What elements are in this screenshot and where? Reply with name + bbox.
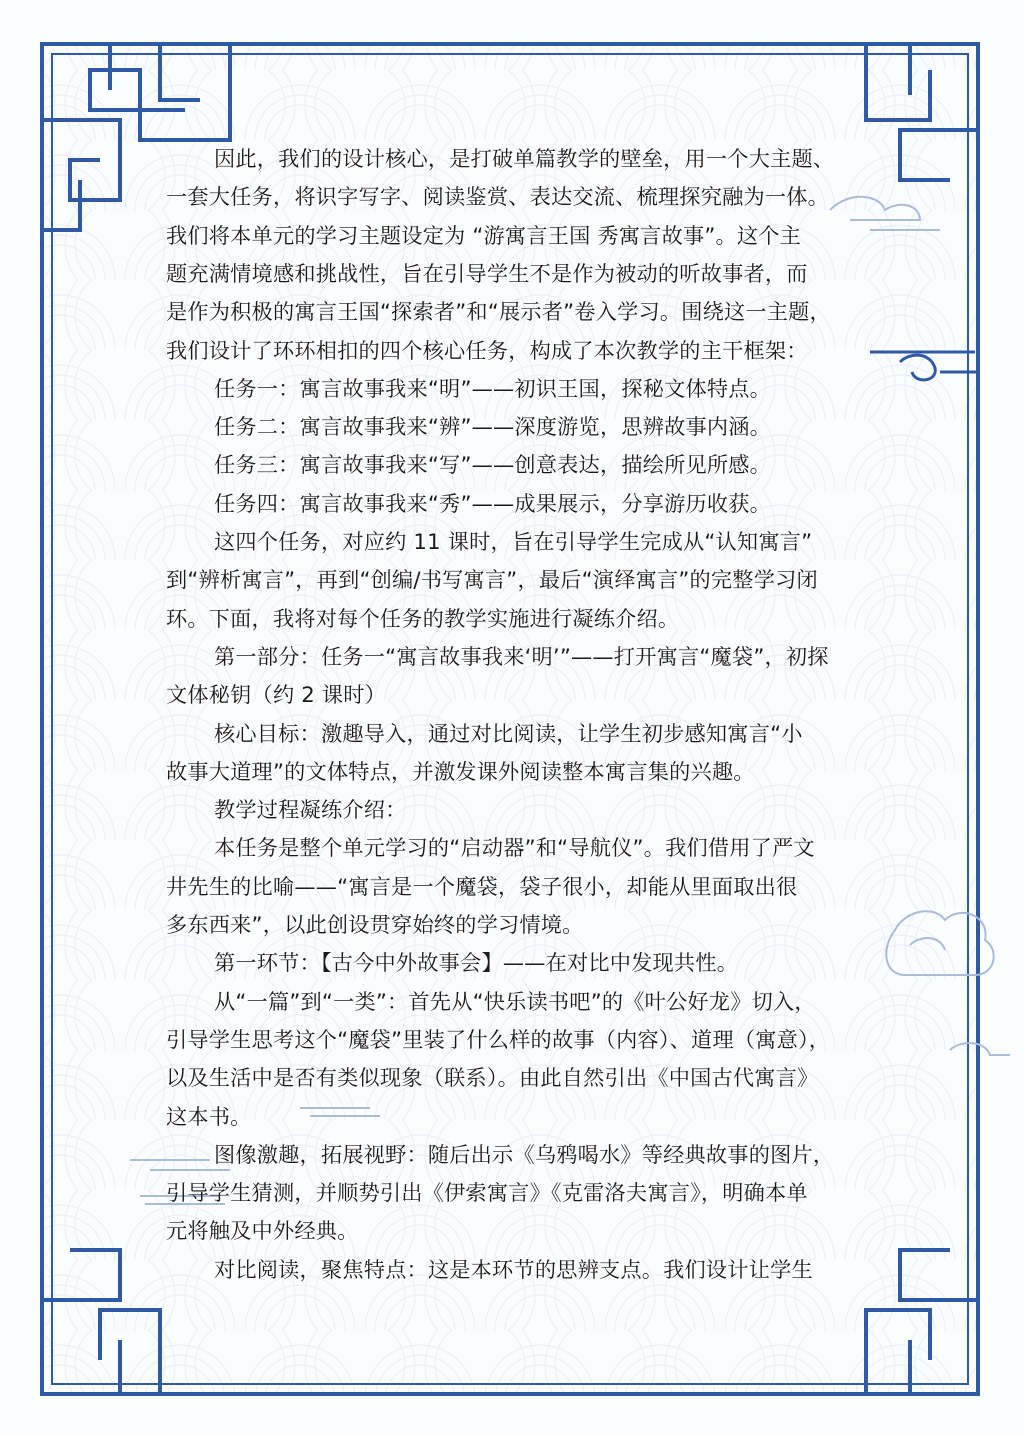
text-line: 故事大道理”的文体特点，并激发课外阅读整本寓言集的兴趣。 <box>166 758 755 784</box>
text-line: 这本书。 <box>166 1103 252 1129</box>
text-line: 井先生的比喻——“寓言是一个魔袋，袋子很小，却能从里面取出很 <box>166 873 798 899</box>
text-line: 本任务是整个单元学习的“启动器”和“导航仪”。我们借用了严文 <box>214 835 815 861</box>
text-line: 第一环节：【古今中外故事会】——在对比中发现共性。 <box>214 950 739 976</box>
text-line: 引导学生思考这个“魔袋”里装了什么样的故事（内容）、道理（寓意）， <box>166 1026 831 1052</box>
text-line: 以及生活中是否有类似现象（联系）。由此自然引出《中国古代寓言》 <box>166 1065 819 1091</box>
text-line: 任务四：寓言故事我来“秀”——成果展示，分享游历收获。 <box>214 490 772 516</box>
text-line: 环。下面，我将对每个任务的教学实施进行凝练介绍。 <box>166 605 680 631</box>
text-line: 一套大任务，将识字写字、阅读鉴赏、表达交流、梳理探究融为一体。 <box>166 184 830 210</box>
text-line: 任务三：寓言故事我来“写”——创意表达，描绘所见所感。 <box>214 452 772 478</box>
text-line: 我们设计了环环相扣的四个核心任务，构成了本次教学的主干框架： <box>166 337 808 363</box>
text-line: 多东西来”，以此创设贯穿始终的学习情境。 <box>166 912 584 937</box>
text-line: 是作为积极的寓言王国“探索者”和“展示者”卷入学习。围绕这一主题， <box>166 299 831 325</box>
text-line: 从“一篇”到“一类”：首先从“快乐读书吧”的《叶公好龙》切入， <box>214 988 816 1014</box>
text-line: 到“辨析寓言”，再到“创编/书写寓言”，最后“演绎寓言”的完整学习闭 <box>166 567 818 593</box>
text-line: 任务一：寓言故事我来“明”——初识王国，探秘文体特点。 <box>214 375 772 401</box>
text-line: 题充满情境感和挑战性，旨在引导学生不是作为被动的听故事者，而 <box>166 260 808 286</box>
text-line: 教学过程凝练介绍： <box>214 797 407 823</box>
text-line: 任务二：寓言故事我来“辨”——深度游览，思辨故事内涵。 <box>214 414 772 440</box>
text-line: 文体秘钥（约 2 课时） <box>166 682 387 708</box>
text-line: 核心目标：激趣导入，通过对比阅读，让学生初步感知寓言“小 <box>214 720 803 746</box>
text-line: 引导学生猜测，并顺势引出《伊索寓言》《克雷洛夫寓言》，明确本单 <box>166 1180 808 1206</box>
text-line: 第一部分：任务一“寓言故事我来‘明’”——打开寓言“魔袋”，初探 <box>214 643 829 669</box>
text-line: 图像激趣，拓展视野：随后出示《乌鸦喝水》等经典故事的图片， <box>214 1141 835 1167</box>
text-line: 我们将本单元的学习主题设定为 “游寓言王国 秀寓言故事”。这个主 <box>166 222 802 248</box>
text-line: 元将触及中外经典。 <box>166 1218 359 1244</box>
text-line: 这四个任务，对应约 11 课时，旨在引导学生完成从“认知寓言” <box>214 529 813 554</box>
text-line: 因此，我们的设计核心，是打破单篇教学的壁垒，用一个大主题、 <box>214 146 835 171</box>
text-line: 对比阅读，聚焦特点：这是本环节的思辨支点。我们设计让学生 <box>214 1256 813 1282</box>
